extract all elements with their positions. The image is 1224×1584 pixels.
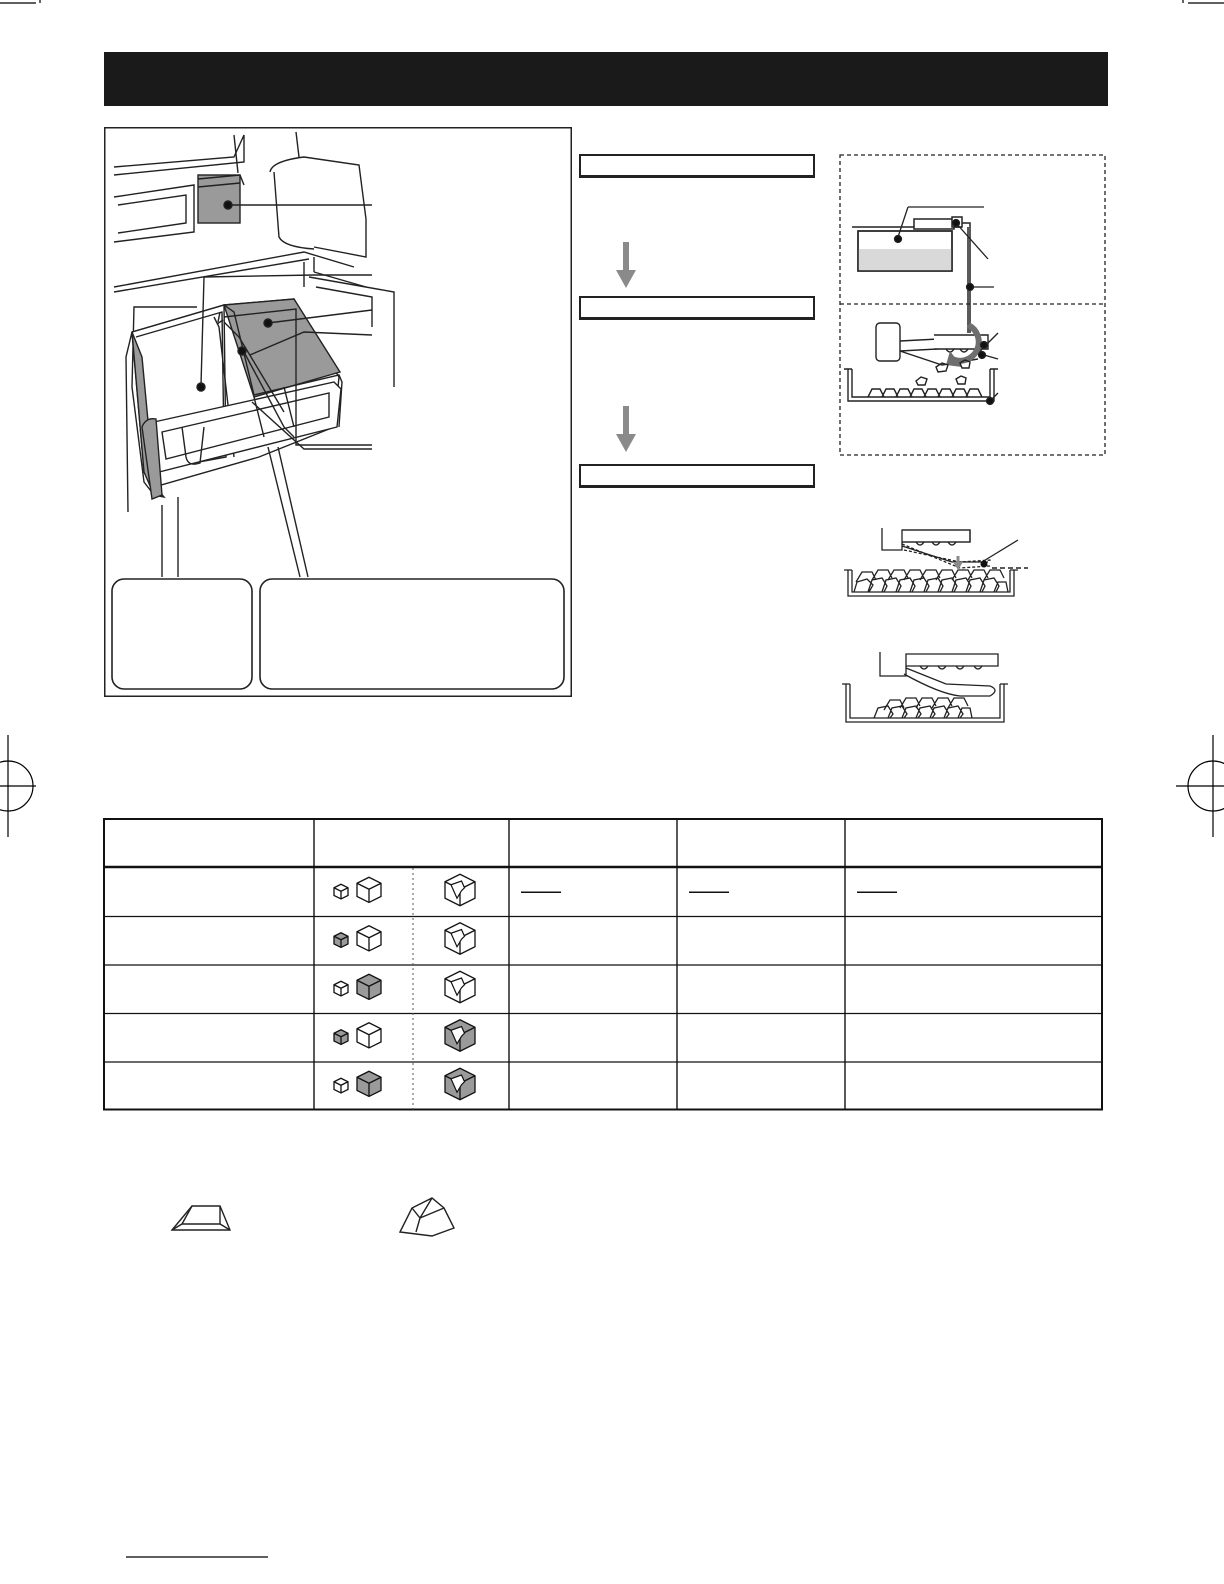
ice-shapes xyxy=(168,1192,468,1242)
ice-level-indicator-icon xyxy=(334,923,475,955)
indicator-table xyxy=(103,818,1107,1114)
ice-level-indicator-icon xyxy=(334,971,475,1003)
water-tank-icon xyxy=(852,217,970,333)
flow-step-3 xyxy=(579,464,815,488)
section-header-bar xyxy=(104,52,1108,106)
table-row xyxy=(334,874,897,906)
ice-tray-icon xyxy=(844,323,998,401)
table-row xyxy=(334,923,475,955)
ice-bin-full-diagram xyxy=(842,526,1062,604)
table-row xyxy=(334,1068,475,1100)
ice-drawer-illustration xyxy=(104,127,572,697)
process-flow xyxy=(579,154,819,494)
table-row xyxy=(334,1020,475,1052)
footer-rule xyxy=(126,1555,268,1559)
ice-maker-mechanism-diagram xyxy=(838,153,1108,459)
down-arrow-icon xyxy=(615,406,637,452)
down-arrow-icon xyxy=(615,242,637,288)
ice-level-indicator-icon xyxy=(334,1020,475,1052)
ice-level-indicator-icon xyxy=(334,1068,475,1100)
table-border xyxy=(104,819,1102,1110)
ice-level-indicator-icon xyxy=(334,874,475,906)
cube-ice-icon xyxy=(172,1206,230,1230)
crushed-ice-icon xyxy=(400,1198,454,1236)
ice-bin-icon xyxy=(844,528,1028,596)
callout-box-right xyxy=(260,579,564,689)
ice-bin-low-diagram xyxy=(840,650,1040,728)
flow-step-1 xyxy=(579,154,815,178)
flow-step-2 xyxy=(579,296,815,320)
table-row xyxy=(334,971,475,1003)
callout-box-left xyxy=(112,579,252,689)
